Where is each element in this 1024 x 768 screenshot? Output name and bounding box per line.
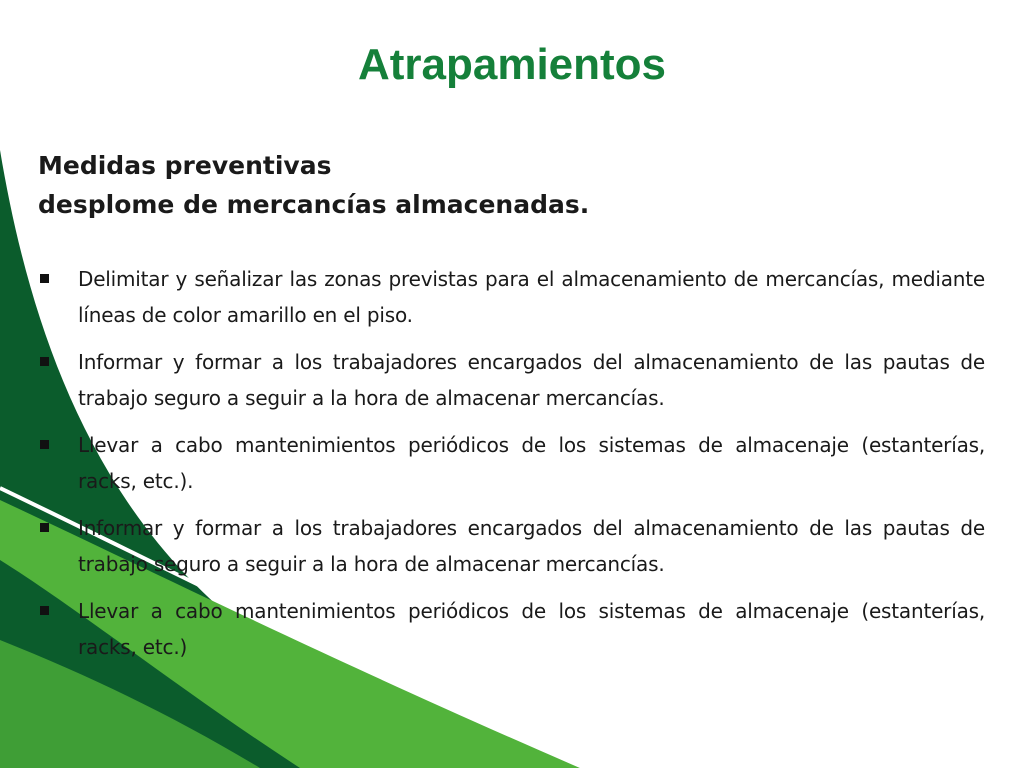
bullet-item (38, 593, 985, 665)
bullet-item (38, 427, 985, 499)
square-bullet-icon (40, 606, 49, 615)
square-bullet-icon (40, 357, 49, 366)
bullet-item (38, 261, 985, 333)
bullet-text: Informar y formar a los trabajadores encargados del almacenamiento de las pautas de trabajo seguro a seguir a la hora de almacenar mercancías. (78, 516, 985, 576)
bullet-text: Delimitar y señalizar las zonas previstas para el almacenamiento de mercancías, mediante líneas de color amarillo en el piso. (78, 267, 985, 327)
slide-subtitle (38, 146, 589, 224)
bullet-text: Llevar a cabo mantenimientos periódicos de los sistemas de almacenaje (estanterías, racks, etc.) (78, 599, 985, 659)
subtitle-line-2: desplome de mercancías almacenadas. (38, 190, 590, 219)
bullet-item (38, 510, 985, 582)
square-bullet-icon (40, 523, 49, 532)
bullet-list (38, 261, 985, 676)
subtitle-line-1: Medidas preventivas (38, 151, 332, 180)
square-bullet-icon (40, 274, 49, 283)
bullet-text: Informar y formar a los trabajadores encargados del almacenamiento de las pautas de trabajo seguro a seguir a la hora de almacenar mercancías. (78, 350, 985, 410)
square-bullet-icon (40, 440, 49, 449)
slide-title: Atrapamientos (357, 40, 667, 89)
bullet-item (38, 344, 985, 416)
bullet-text: Llevar a cabo mantenimientos periódicos de los sistemas de almacenaje (estanterías, racks, etc.). (78, 433, 985, 493)
